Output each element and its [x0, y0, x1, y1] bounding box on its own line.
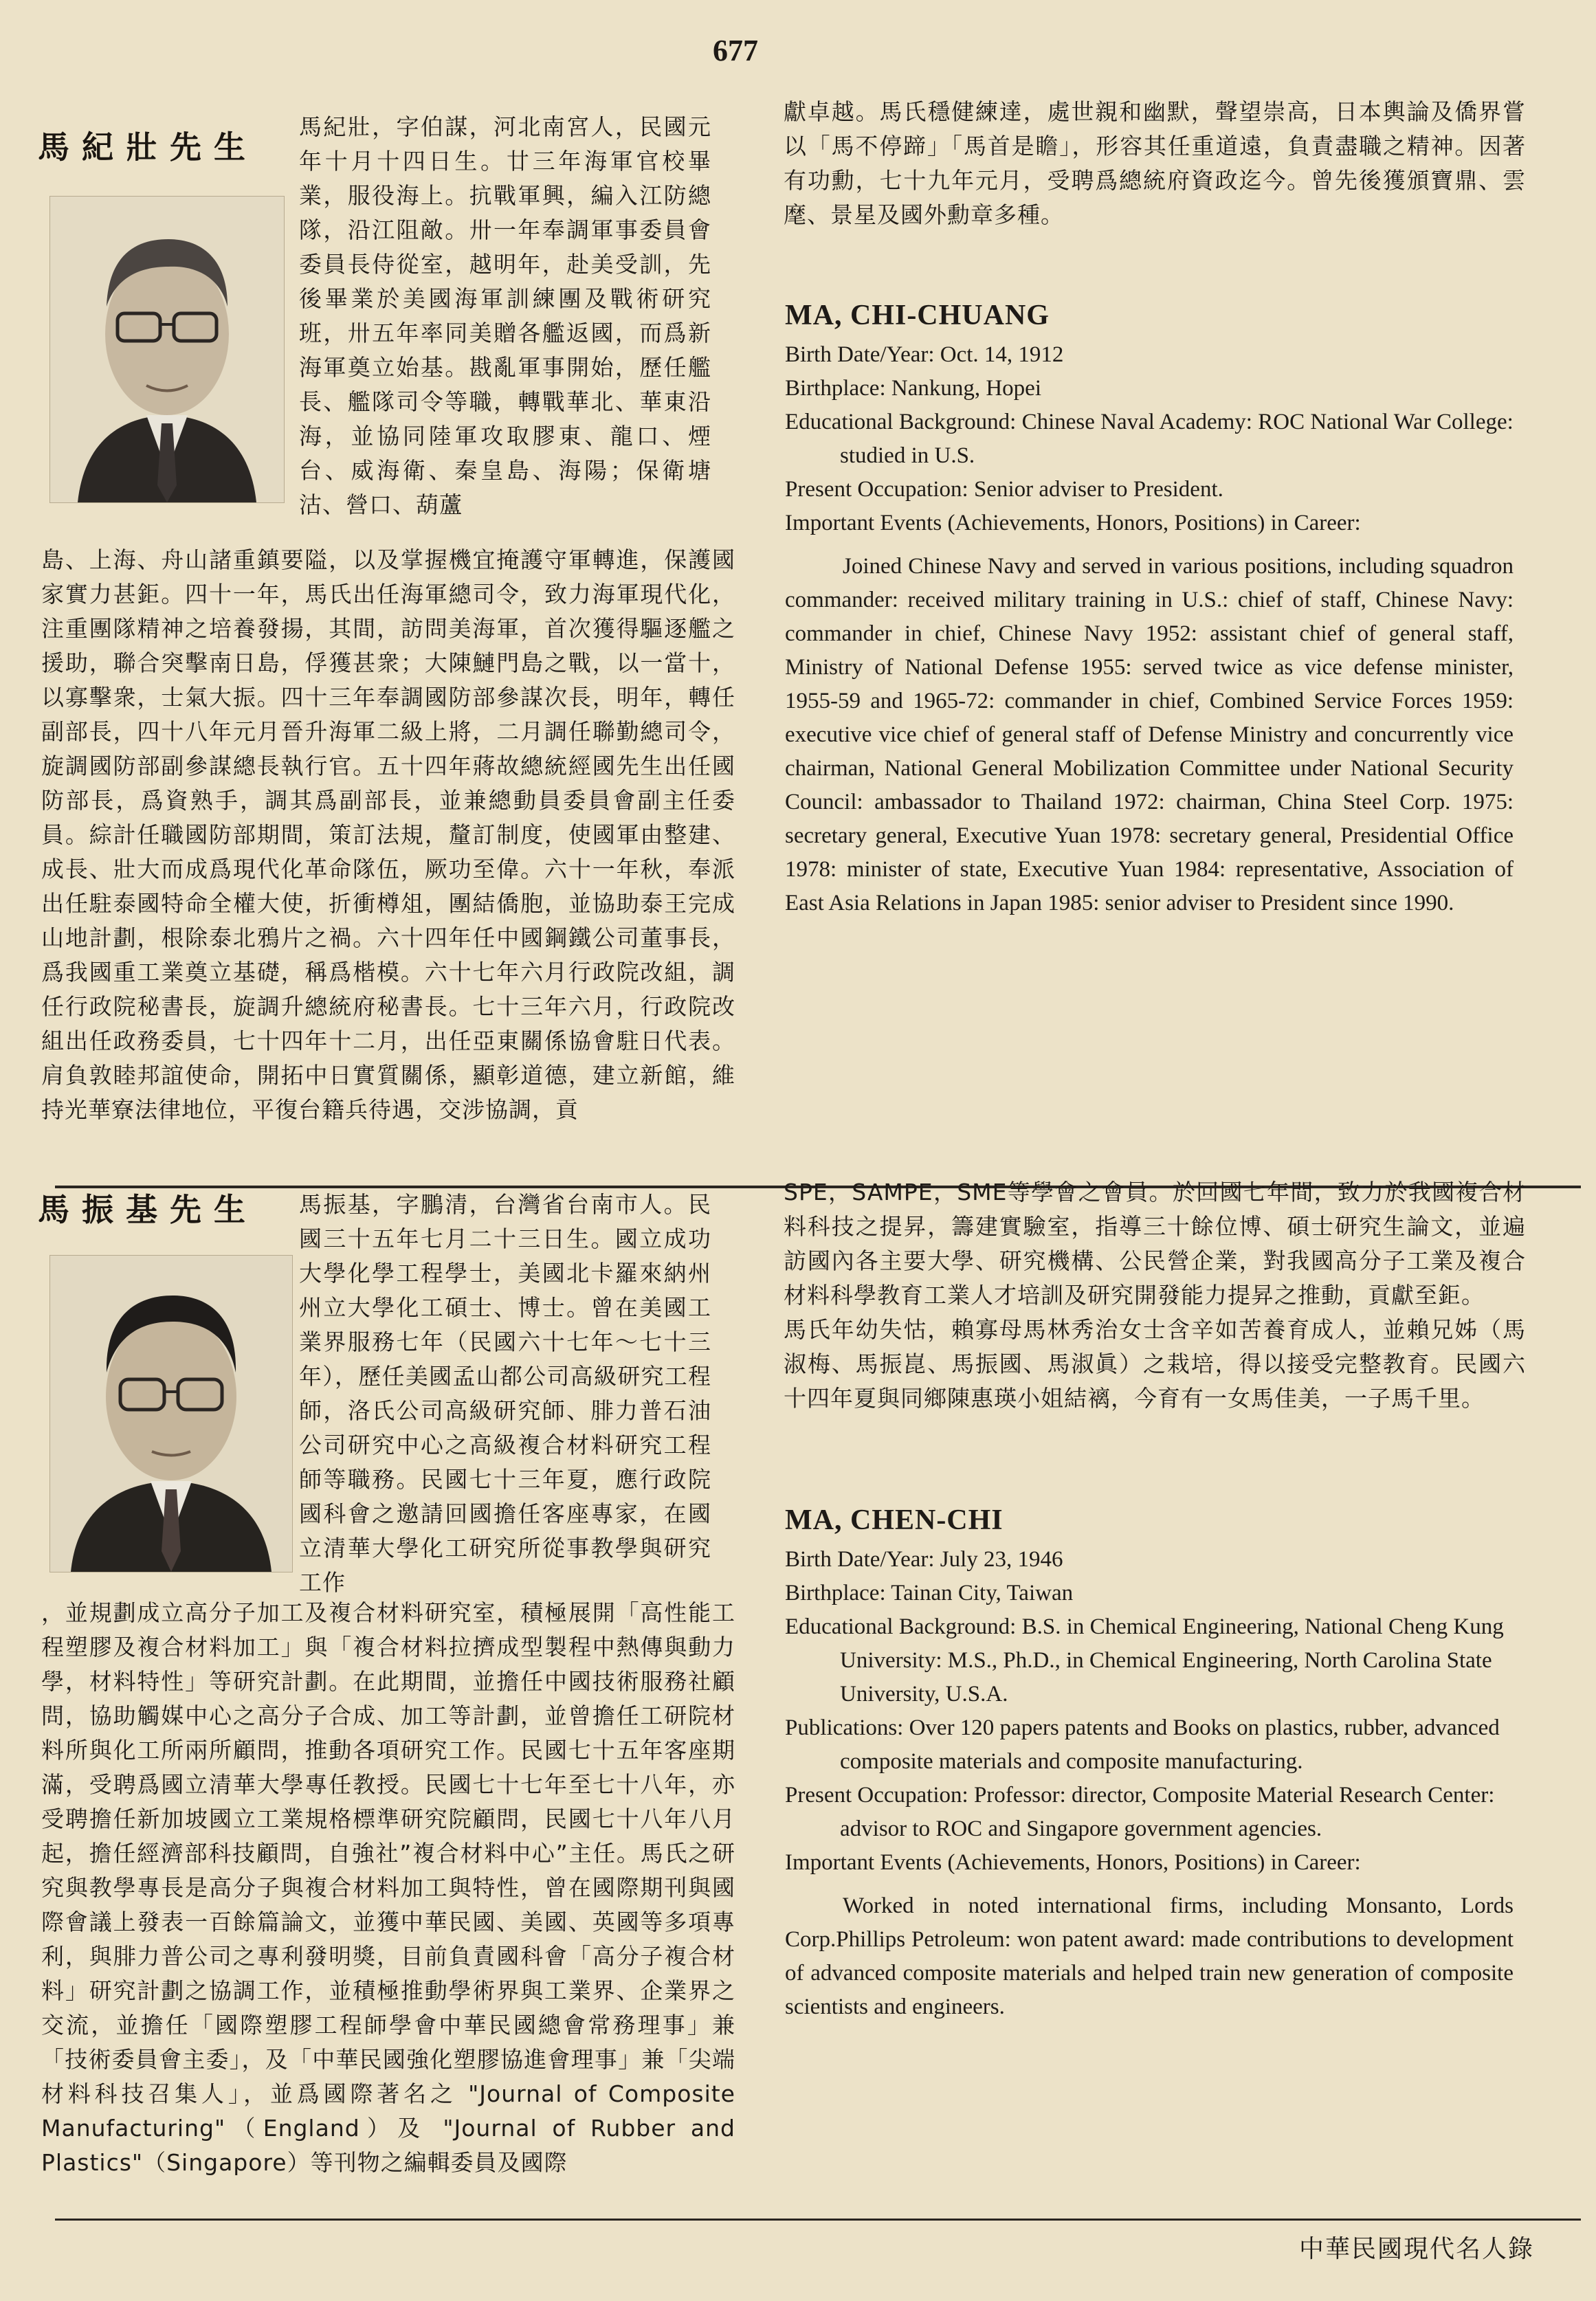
field-value: Chinese Naval Academy: ROC National War College: studied in U.S.: [840, 410, 1514, 468]
field-birth-date: [785, 1543, 1514, 1577]
field-value: Tainan City, Taiwan: [891, 1581, 1074, 1605]
field-label: Birth Date/Year:: [785, 1547, 935, 1572]
portrait-illustration: [50, 197, 284, 502]
field-career-heading: [785, 1846, 1514, 1880]
field-publications: [785, 1711, 1514, 1779]
field-value: Professor: director, Composite Material Research Center: advisor to ROC and Singapore government agencies.: [840, 1783, 1495, 1841]
bio-zh-upper-text: 馬紀壯，字伯謀，河北南宮人，民國元年十月十四日生。廿三年海軍官校畢業，服役海上。抗戰軍興，編入江防總隊，沿江阻敵。卅一年奉調軍事委員會委員長侍從室，越明年，赴美受訓，先後畢業於美國海軍訓練團及戰術研究班，卅五年率同美贈各艦返國，而爲新海軍奠立始基。戡亂軍事開始，歷任艦長、艦隊司令等職，轉戰華北、華東沿海，並協同陸軍攻取膠東、龍口、煙台、威海衛、秦皇島、海陽；保衛塘沽、營口、葫蘆: [299, 113, 711, 518]
field-value: Oct. 14, 1912: [940, 342, 1064, 367]
field-career-heading: [785, 507, 1514, 540]
bio-zh-continued-text: SPE，SAMPE，SME等學會之會員。於回國七年間，致力於我國複合材料科技之提昇，籌建實驗室，指導三十餘位博、碩士研究生論文，並遍訪國內各主要大學、研究機構、公民營企業，對我國高分子工業及複合材料科學教育工業人才培訓及研究開發能力提昇之推動，貢獻至鉅。 馬氏年幼失怙，賴寡母馬林秀治女士含辛如苦養育成人，並賴兄姊（馬淑梅、馬振崑、馬振國、馬淑眞）之栽培，得以接受完整教育。民國六十四年夏與同鄉陳惠瑛小姐結褵，今育有一女馬佳美，一子馬千里。: [784, 1179, 1526, 1412]
bio-zh-lower-text: 島、上海、舟山諸重鎮要隘，以及掌握機宜掩護守軍轉進，保護國家實力甚鉅。四十一年，馬氏出任海軍總司令，致力海軍現代化，注重團隊精神之培養發揚，其間，訪問美海軍，首次獲得驅逐艦之援助，聯合突擊南日島，俘獲甚衆；大陳鰱門島之戰，以一當十，以寡擊衆，士氣大振。四十三年奉調國防部參謀次長，明年，轉任副部長，四十八年元月晉升海軍二級上將，二月調任聯勤總司令，旋調國防部副參謀總長執行官。五十四年蔣故總統經國先生出任國防部長，爲資熟手，調其爲副部長，並兼總動員委員會副主任委員。綜計任職國防部期間，策訂法規，釐訂制度，使國軍由整建、成長、壯大而成爲現代化革命隊伍，厥功至偉。六十一年秋，奉派出任駐泰國特命全權大使，折衝樽俎，團結僑胞，並協助泰王完成山地計劃，根除泰北鴉片之禍。六十四年任中國鋼鐵公司董事長，爲我國重工業奠立基礎，稱爲楷模。六十七年六月行政院改組，調任行政院秘書長，旋調升總統府秘書長。七十三年六月，行政院改組出任政務委員，七十四年十二月，出任亞東關係協會駐日代表。肩負敦睦邦誼使命，開拓中日實質關係，顯彰道德，建立新館，維持光華寮法律地位，平復台籍兵待遇，交涉協調，貢: [41, 546, 735, 1123]
field-label: Educational Background:: [785, 410, 1017, 434]
field-value: Senior adviser to President.: [973, 477, 1223, 502]
entry-title-en: MA, CHI-CHUANG: [785, 300, 1050, 331]
bio-zh-lower: [41, 543, 735, 1127]
entry-title-en: MA, CHEN-CHI: [785, 1504, 1004, 1536]
field-label: Present Occupation:: [785, 477, 968, 502]
portrait-photo: [49, 1255, 293, 1572]
bio-zh-lower: [41, 1596, 735, 2180]
page-number: 677: [713, 34, 758, 67]
field-occupation: [785, 1779, 1514, 1846]
english-bio: [785, 1504, 1514, 2024]
portrait-photo: [49, 196, 285, 503]
entry-ma-chen-chi: [0, 1175, 1596, 2220]
bio-zh-continued-text: 獻卓越。馬氏穩健練達，處世親和幽默，聲望崇高，日本輿論及僑界嘗以「馬不停蹄」「馬首是瞻」，形容其任重道遠，負責盡職之精神。因著有功勳，七十九年元月，受聘爲總統府資政迄今。曾先後獲頒寶鼎、雲麾、景星及國外勳章多種。: [784, 98, 1526, 228]
entry-title-zh: 馬紀壯先生: [38, 129, 258, 166]
field-education: [785, 1610, 1514, 1711]
field-birthplace: [785, 1577, 1514, 1610]
field-value: Over 120 papers patents and Books on plastics, rubber, advanced composite materials and composite manufacturing.: [840, 1715, 1500, 1774]
bio-zh-upper-text: 馬振基，字鵬清，台灣省台南市人。民國三十五年七月二十三日生。國立成功大學化學工程學士，美國北卡羅來納州州立大學化工碩士、博士。曾在美國工業界服務七年（民國六十七年～七十三年），歷任美國孟山都公司高級研究工程師，洛氏公司高級研究師、腓力普石油公司研究中心之高級複合材料研究工程師等職務。民國七十三年夏，應行政院國科會之邀請回國擔任客座專家，在國立清華大學化工研究所從事教學與研究工作: [299, 1191, 711, 1596]
field-value: Nankung, Hopei: [891, 376, 1042, 401]
footer-divider: [55, 2219, 1581, 2221]
bio-zh-upper: [299, 110, 711, 522]
field-education: [785, 405, 1514, 473]
bio-zh-lower-text: ，並規劃成立高分子加工及複合材料研究室，積極展開「高性能工程塑膠及複合材料加工」與「複合材料拉擠成型製程中熱傳與動力學，材料特性」等研究計劃。在此期間，並擔任中國技術服務社顧問，協助觸媒中心之高分子合成、加工等計劃，並曾擔任工研院材料所與化工所兩所顧問，推動各項研究工作。民國七十五年客座期滿，受聘爲國立清華大學專任教授。民國七十七年至七十八年，亦受聘擔任新加坡國立工業規格標準研究院顧問，民國七十八年八月起，擔任經濟部科技顧問，自強社”複合材料中心”主任。馬氏之研究與教學專長是高分子與複合材料加工與特性，曾在國際期刊與國際會議上發表一百餘篇論文，並獲中華民國、美國、英國等多項專利，與腓力普公司之專利發明獎，目前負責國科會「高分子複合材料」研究計劃之協調工作，並積極推動學術界與工業界、企業界之交流，並擔任「國際塑膠工程師學會中華民國總會常務理事」兼「技術委員會主委」，及「中華民國強化塑膠協進會理事」兼「尖端材料科技召集人」，並爲國際著名之 "Journal of Composite Manufacturing"（England）及 "Journal of Rubber and Plastics"（Singapore）等刊物之編輯委員及國際: [41, 1599, 735, 2176]
career-paragraph: Worked in noted international firms, including Monsanto, Lords Corp.Phillips Petroleum: won patent award: made contributions to development of advanced composite materials and helped train new generation of composite scientists and engineers.: [785, 1893, 1514, 2019]
bio-zh-continued: [784, 95, 1526, 232]
field-label: Important Events (Achievements, Honors, Positions) in Career:: [785, 1850, 1361, 1875]
field-label: Birthplace:: [785, 376, 886, 401]
field-value: July 23, 1946: [940, 1547, 1063, 1572]
bio-zh-continued: [784, 1175, 1526, 1416]
field-birthplace: [785, 372, 1514, 405]
field-label: Important Events (Achievements, Honors, Positions) in Career:: [785, 511, 1361, 535]
field-label: Present Occupation:: [785, 1783, 968, 1808]
career-paragraph: Joined Chinese Navy and served in various positions, including squadron commander: received military training in U.S.: chief of staff, Chinese Navy: commander in chief, Chinese Navy 1952: assistant chief of general staff, Ministry of National Defense 1955: served twice as vice defense minister, 1955-59 and 1965-72: commander in chief, Combined Service Forces 1959: executive vice chief of general staff of Defense Ministry and concurrently vice chairman, National General Mobilization Committee under National Security Council: ambassador to Thailand 1972: chairman, China Steel Corp. 1975: secretary general, Executive Yuan 1978: secretary general, Presidential Office 1978: minister of state, Executive Yuan 1984: representative, Association of East Asia Relations in Japan 1985: senior adviser to President since 1990.: [785, 554, 1514, 915]
field-label: Birthplace:: [785, 1581, 886, 1605]
field-value: B.S. in Chemical Engineering, National Cheng Kung University: M.S., Ph.D., in Chemical Engineering, North Carolina State University, U.S.A.: [840, 1614, 1504, 1707]
field-birth-date: [785, 338, 1514, 372]
entry-ma-chi-chuang: [0, 98, 1596, 1175]
field-occupation: [785, 473, 1514, 507]
field-label: Publications:: [785, 1715, 904, 1740]
portrait-illustration: [50, 1256, 292, 1572]
field-label: Educational Background:: [785, 1614, 1017, 1639]
bio-zh-upper: [299, 1188, 711, 1600]
book-title-footer: 中華民國現代名人錄: [1298, 2235, 1534, 2263]
english-bio: [785, 299, 1514, 920]
field-label: Birth Date/Year:: [785, 342, 935, 367]
entry-title-zh: 馬振基先生: [38, 1191, 258, 1228]
